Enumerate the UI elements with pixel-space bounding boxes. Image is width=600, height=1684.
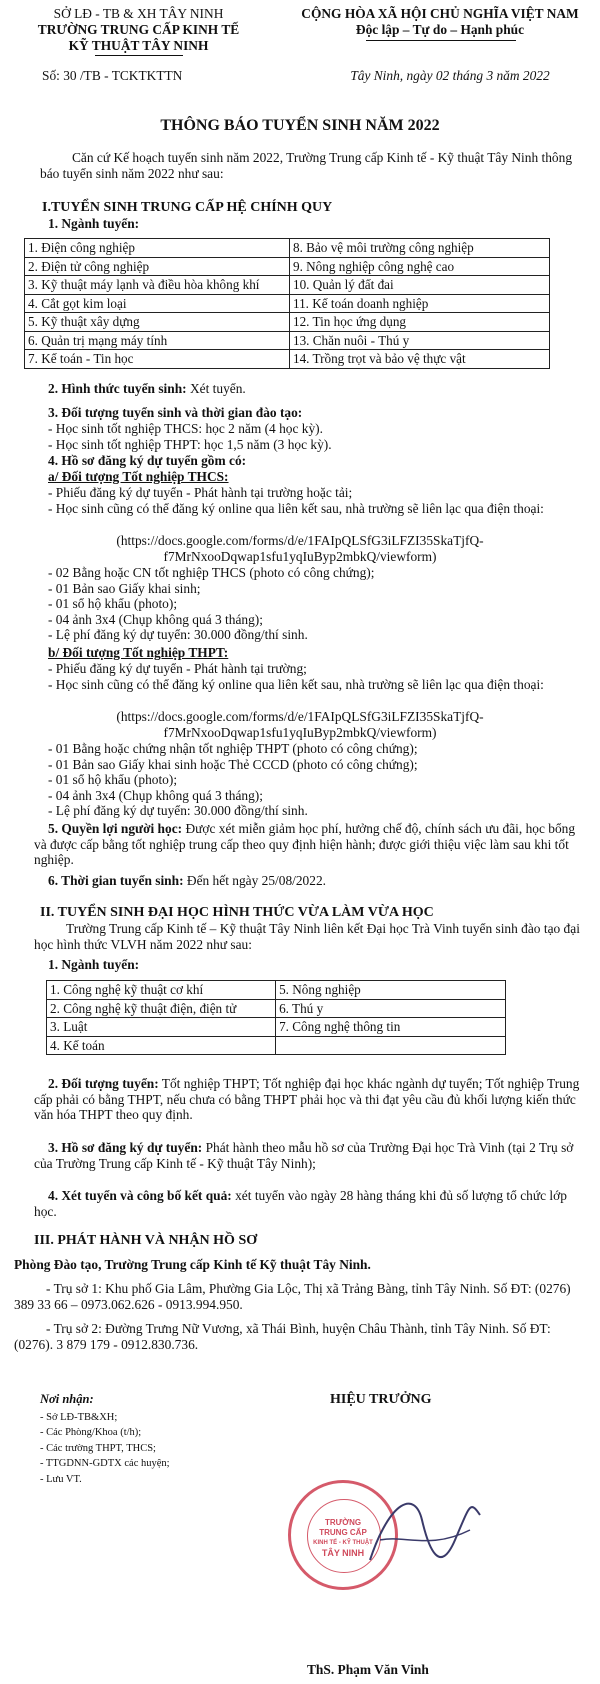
docs-a-line1: - Phiếu đăng ký dự tuyển - Phát hành tại trường hoặc tải; <box>48 485 353 500</box>
signer-name: ThS. Phạm Văn Vinh <box>307 1662 429 1677</box>
section2-docs-label: 3. Hồ sơ đăng ký dự tuyển: <box>48 1140 203 1155</box>
section2-result-value: xét tuyển vào ngày 28 hàng tháng khi đủ số lượng tổ chức lớp học. <box>34 1188 567 1219</box>
list-item: - Lệ phí đăng ký dự tuyển: 30.000 đồng/thí sinh. <box>48 803 308 819</box>
table-cell: 8. Bảo vệ môi trường công nghiệp <box>289 239 549 258</box>
issuer-school-line1: TRƯỜNG TRUNG CẤP KINH TẾ <box>37 22 240 37</box>
table-row <box>25 257 550 276</box>
benefits-paragraph <box>34 821 582 868</box>
docs-b-list <box>48 741 418 819</box>
list-item: - 01 sổ hộ khẩu (photo); <box>48 596 178 612</box>
docs-a-heading: a/ Đối tượng Tốt nghiệp THCS: <box>48 469 229 484</box>
seal-text: TÂY NINH <box>321 1548 365 1558</box>
recipient-item: - Các trường THPT, THCS; <box>40 1442 156 1454</box>
target-heading: 3. Đối tượng tuyển sinh và thời gian đào tạo: <box>48 405 303 420</box>
signer-role: HIỆU TRƯỞNG <box>330 1392 432 1407</box>
recipient-item: - Sở LĐ-TB&XH; <box>40 1411 118 1423</box>
benefits-label: 5. Quyền lợi người học: <box>48 821 183 836</box>
recipients-block <box>40 1392 170 1487</box>
table-row <box>25 350 550 369</box>
table-row <box>25 239 550 258</box>
issuer-department: SỞ LĐ - TB & XH TÂY NINH <box>53 6 224 21</box>
section3-site1: - Trụ sở 1: Khu phố Gia Lâm, Phường Gia Lộc, Thị xã Trảng Bàng, tỉnh Tây Ninh. Số ĐT: (0276) 389 33 66 – 0973.062.626 - 0913.994.950. <box>14 1281 571 1312</box>
docs-b-heading: b/ Đối tượng Tốt nghiệp THPT: <box>48 645 229 660</box>
table-cell <box>276 1036 506 1055</box>
section1-majors-heading: 1. Ngành tuyển: <box>48 216 140 231</box>
recipient-item: - Các Phòng/Khoa (t/h); <box>40 1427 142 1439</box>
list-item: - 04 ảnh 3x4 (Chụp không quá 3 tháng); <box>48 611 263 627</box>
handwritten-signature <box>360 1480 490 1590</box>
section1-heading: I.TUYỂN SINH TRUNG CẤP HỆ CHÍNH QUY <box>42 200 333 215</box>
list-item: - 01 Bản sao Giấy khai sinh; <box>48 580 201 596</box>
docs-heading: 4. Hồ sơ đăng ký dự tuyển gồm có: <box>48 453 247 468</box>
document-date: Tây Ninh, ngày 02 tháng 3 năm 2022 <box>350 68 550 83</box>
table-cell: 3. Luật <box>47 1018 276 1037</box>
table-cell: 14. Trồng trọt và bảo vệ thực vật <box>289 350 549 369</box>
docs-b-link-line1[interactable]: (https://docs.google.com/forms/d/e/1FAIpQLSfG3iLFZI35SkaTjfQ- <box>116 709 484 724</box>
table-cell: 1. Điện công nghiệp <box>25 239 290 258</box>
target-line-1: - Học sinh tốt nghiệp THCS: học 2 năm (4 học kỳ). <box>48 421 323 436</box>
table-cell: 1. Công nghệ kỹ thuật cơ khí <box>47 981 276 1000</box>
docs-a-link-line2[interactable]: f7MrNxooDqwap1sfu1yqIuByp2mbkQ/viewform) <box>163 549 437 564</box>
recipient-item: - TTGDNN-GDTX các huyện; <box>40 1458 170 1470</box>
docs-b-line2: - Học sinh cũng có thể đăng ký online qua liên kết sau, nhà trường sẽ liên lạc qua điện thoại: <box>48 677 544 692</box>
admission-form-label: 2. Hình thức tuyển sinh: <box>48 381 187 396</box>
docs-a-list <box>48 565 374 643</box>
section2-target-value: Tốt nghiệp THPT; Tốt nghiệp đại học khác ngành dự tuyển; Tốt nghiệp Trung cấp phải có bằng THPT, nếu chưa có bằng THPT phải học và thi đạt yêu cầu đủ khối lượng kiến thức văn hóa THPT theo quy định. <box>34 1076 580 1123</box>
section2-majors-table <box>46 980 506 1055</box>
table-cell: 4. Cắt gọt kim loại <box>25 294 290 313</box>
country-name: CỘNG HÒA XÃ HỘI CHỦ NGHĨA VIỆT NAM <box>301 6 579 21</box>
admission-time-value: Đến hết ngày 25/08/2022. <box>183 873 326 888</box>
issuer-school-line2: KỸ THUẬT TÂY NINH <box>68 38 209 53</box>
recipients-label: Nơi nhận: <box>40 1392 94 1406</box>
table-cell: 12. Tin học ứng dụng <box>289 313 549 332</box>
section2-docs-value: Phát hành theo mẫu hồ sơ của Trường Đại học Trà Vinh (tại 2 Trụ sở của Trường Trung cấp Kinh tế - Kỹ thuật Tây Ninh); <box>34 1140 574 1171</box>
table-cell: 2. Công nghệ kỹ thuật điện, điện tử <box>47 999 276 1018</box>
section2-target <box>34 1076 582 1123</box>
table-row <box>25 331 550 350</box>
table-cell: 6. Quản trị mạng máy tính <box>25 331 290 350</box>
table-row <box>47 1018 506 1037</box>
list-item: - 01 Bản sao Giấy khai sinh hoặc Thẻ CCCD (photo có công chứng); <box>48 756 418 772</box>
section2-docs <box>34 1140 582 1171</box>
issuer-block <box>6 6 271 54</box>
motto: Độc lập – Tự do – Hạnh phúc <box>355 22 525 37</box>
national-heading <box>285 6 595 38</box>
section3-office: Phòng Đào tạo, Trường Trung cấp Kinh tế Kỹ thuật Tây Ninh. <box>14 1257 371 1272</box>
section2-heading: II. TUYỂN SINH ĐẠI HỌC HÌNH THỨC VỪA LÀM VỪA HỌC <box>40 905 434 920</box>
section2-result <box>34 1188 582 1219</box>
list-item: - 04 ảnh 3x4 (Chụp không quá 3 tháng); <box>48 787 263 803</box>
table-cell: 11. Kế toán doanh nghiệp <box>289 294 549 313</box>
section3-site2: - Trụ sở 2: Đường Trưng Nữ Vương, xã Thái Bình, huyện Châu Thành, tỉnh Tây Ninh. Số ĐT: (0276). 3 879 179 - 0912.830.736. <box>14 1321 551 1352</box>
seal-text: TRƯỜNG <box>324 1518 362 1527</box>
admission-form <box>48 381 246 397</box>
table-cell: 10. Quản lý đất đai <box>289 276 549 295</box>
docs-a-link-line1[interactable]: (https://docs.google.com/forms/d/e/1FAIpQLSfG3iLFZI35SkaTjfQ- <box>116 533 484 548</box>
motto-underline <box>366 40 516 41</box>
table-cell: 7. Kế toán - Tin học <box>25 350 290 369</box>
docs-a-line2: - Học sinh cũng có thể đăng ký online qua liên kết sau, nhà trường sẽ liên lạc qua điện thoại: <box>48 501 544 516</box>
list-item: - 01 sổ hộ khẩu (photo); <box>48 772 178 788</box>
admission-time-label: 6. Thời gian tuyển sinh: <box>48 873 184 888</box>
section1-majors-table <box>24 238 550 369</box>
table-row <box>47 1036 506 1055</box>
table-cell: 2. Điện tử công nghiệp <box>25 257 290 276</box>
section2-target-label: 2. Đối tượng tuyển: <box>48 1076 159 1091</box>
table-row <box>47 981 506 1000</box>
issuer-underline <box>95 55 183 56</box>
target-line-2: - Học sinh tốt nghiệp THPT: học 1,5 năm (3 học kỳ). <box>48 437 332 452</box>
table-cell: 7. Công nghệ thông tin <box>276 1018 506 1037</box>
list-item: - 02 Bằng hoặc CN tốt nghiệp THCS (photo có công chứng); <box>48 565 375 580</box>
list-item: - 01 Bằng hoặc chứng nhận tốt nghiệp THPT (photo có công chứng); <box>48 741 418 756</box>
section2-majors-heading: 1. Ngành tuyển: <box>48 957 140 972</box>
table-cell: 6. Thú y <box>276 999 506 1018</box>
intro-paragraph: Căn cứ Kế hoạch tuyển sinh năm 2022, Trường Trung cấp Kinh tế - Kỹ thuật Tây Ninh thông báo tuyển sinh năm 2022 như sau: <box>40 150 573 181</box>
table-row <box>25 276 550 295</box>
table-cell: 5. Kỹ thuật xây dựng <box>25 313 290 332</box>
table-row <box>25 294 550 313</box>
section2-result-label: 4. Xét tuyển và công bố kết quả: <box>48 1188 232 1203</box>
document-number: Số: 30 /TB - TCKTKTTN <box>42 68 183 83</box>
docs-b-line1: - Phiếu đăng ký dự tuyển - Phát hành tại trường; <box>48 661 307 676</box>
page-title: THÔNG BÁO TUYỂN SINH NĂM 2022 <box>160 117 440 134</box>
recipient-item: - Lưu VT. <box>40 1473 82 1485</box>
table-cell: 3. Kỹ thuật máy lạnh và điều hòa không khí <box>25 276 290 295</box>
benefits-value: Được xét miễn giảm học phí, hưởng chế độ, chính sách ưu đãi, học bổng và được cấp bằng tốt nghiệp trung cấp theo quy định hiện hành; được giới thiệu việc làm sau khi tốt nghiệp. <box>34 821 576 868</box>
section2-intro: Trường Trung cấp Kinh tế – Kỹ thuật Tây Ninh liên kết Đại học Trà Vinh tuyển sinh đào tạo đại học hình thức VLVH năm 2022 như sau: <box>34 921 580 952</box>
table-cell: 13. Chăn nuôi - Thú y <box>289 331 549 350</box>
admission-form-value: Xét tuyển. <box>186 381 246 396</box>
table-cell: 9. Nông nghiệp công nghệ cao <box>289 257 549 276</box>
seal-text: TRUNG CẤP <box>319 1528 367 1537</box>
docs-b-link-line2[interactable]: f7MrNxooDqwap1sfu1yqIuByp2mbkQ/viewform) <box>163 725 437 740</box>
table-row <box>47 999 506 1018</box>
list-item: - Lệ phí đăng ký dự tuyển: 30.000 đồng/thí sinh. <box>48 627 308 643</box>
table-cell: 5. Nông nghiệp <box>276 981 506 1000</box>
table-cell: 4. Kế toán <box>47 1036 276 1055</box>
section3-heading: III. PHÁT HÀNH VÀ NHẬN HỒ SƠ <box>34 1233 258 1248</box>
seal-text: KINH TẾ - KỸ THUẬT <box>313 1540 373 1546</box>
table-row <box>25 313 550 332</box>
admission-time <box>48 873 326 889</box>
